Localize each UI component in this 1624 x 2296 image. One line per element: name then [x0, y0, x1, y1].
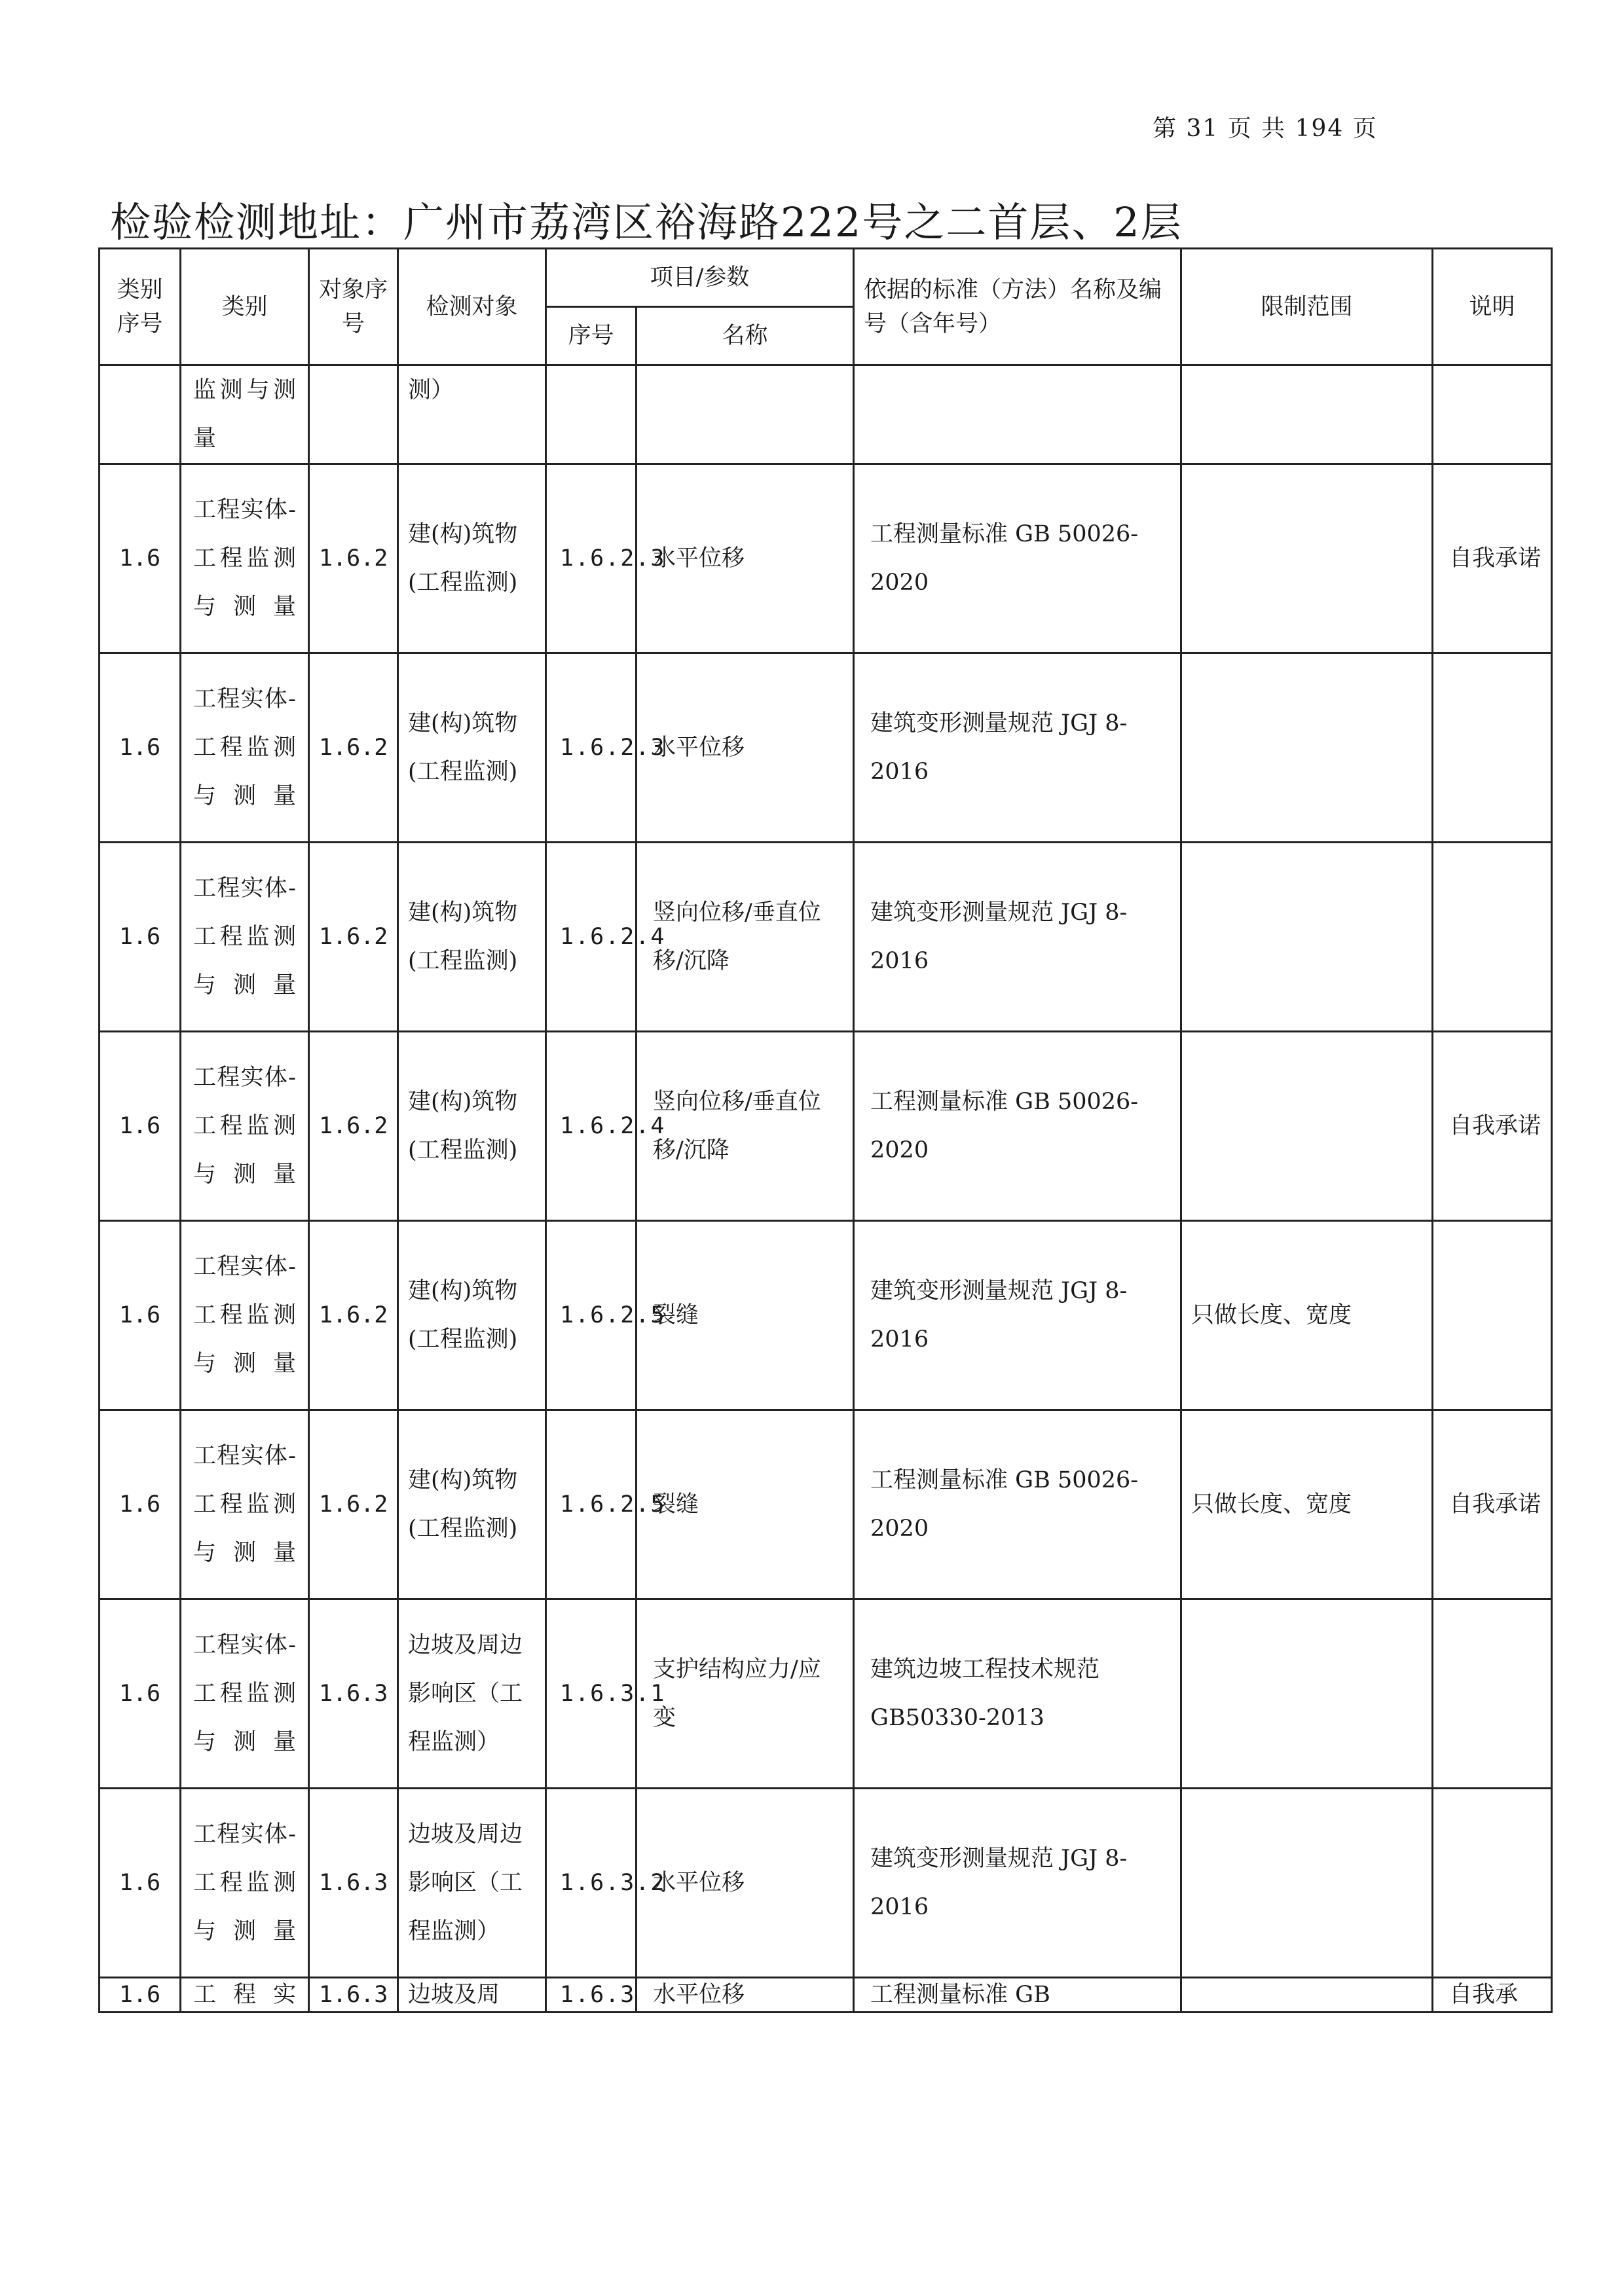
cell-object-seq: 1.6.2 — [309, 1221, 398, 1410]
cell-item-seq: 1.6.2.5 — [546, 1221, 637, 1410]
header-item-name: 名称 — [637, 307, 854, 365]
cell-object-seq: 1.6.2 — [309, 464, 398, 653]
cell-note: 自我承诺 — [1433, 1410, 1552, 1599]
cell-note — [1433, 1221, 1552, 1410]
cell-item-name: 水平位移 — [637, 1789, 854, 1978]
cell-item-name: 竖向位移/垂直位移/沉降 — [637, 843, 854, 1032]
cell-item-seq: 1.6.3.2 — [546, 1789, 637, 1978]
header-limit: 限制范围 — [1181, 249, 1433, 365]
testing-address-heading: 检验检测地址：广州市荔湾区裕海路222号之二首层、2层 — [110, 198, 1183, 246]
cell-item-seq: 1.6.2.3 — [546, 653, 637, 843]
cell-limit — [1181, 843, 1433, 1032]
cell-object: 建(构)筑物(工程监测) — [398, 653, 546, 843]
cell-object-seq: 1.6.2 — [309, 653, 398, 843]
header-category-seq: 类别序号 — [100, 249, 181, 365]
continued-row — [100, 365, 1552, 464]
cell-note — [1433, 1599, 1552, 1789]
cell-standard: 建筑边坡工程技术规范 GB50330-2013 — [854, 1599, 1181, 1789]
cell-note: 自我承 — [1433, 1978, 1552, 2013]
cell-note — [1433, 1789, 1552, 1978]
cell-object: 测） — [398, 365, 546, 464]
header-standard: 依据的标准（方法）名称及编号（含年号） — [854, 249, 1181, 365]
cell-object: 建(构)筑物(工程监测) — [398, 1410, 546, 1599]
header-item-seq: 序号 — [546, 307, 637, 365]
cell-limit — [1181, 1599, 1433, 1789]
cell-standard: 工程测量标准 GB 50026-2020 — [854, 1032, 1181, 1221]
table-row — [100, 464, 1552, 653]
cell-object: 建(构)筑物(工程监测) — [398, 843, 546, 1032]
cell-object-seq: 1.6.3 — [309, 1599, 398, 1789]
cell-object: 边坡及周 — [398, 1978, 546, 2013]
cell-category: 工程实体-工程监测与测量 — [181, 843, 309, 1032]
cell-item-name: 水平位移 — [637, 653, 854, 843]
table-row-partial — [100, 1978, 1552, 2013]
cell-item-seq: 1.6.2.5 — [546, 1410, 637, 1599]
cell-item-seq: 1.6.2.3 — [546, 464, 637, 653]
table-row — [100, 843, 1552, 1032]
cell-item-seq: 1.6.3.1 — [546, 1599, 637, 1789]
page-number: 第 31 页 共 194 页 — [1153, 115, 1378, 142]
cell-category: 工程实体-工程监测与测量 — [181, 464, 309, 653]
cell-note: 自我承诺 — [1433, 464, 1552, 653]
table-body — [100, 365, 1552, 2013]
cell-standard: 建筑变形测量规范 JGJ 8-2016 — [854, 1789, 1181, 1978]
cell-object-seq: 1.6.3 — [309, 1978, 398, 2013]
cell-category: 监测与测量 — [181, 365, 309, 464]
cell-object-seq — [309, 365, 398, 464]
cell-item-name: 水平位移 — [637, 1978, 854, 2013]
cell-item-name: 裂缝 — [637, 1221, 854, 1410]
cell-limit — [1181, 464, 1433, 653]
cell-standard: 工程测量标准 GB — [854, 1978, 1181, 2013]
header-row-1 — [100, 249, 1552, 307]
cell-object: 边坡及周边影响区（工程监测） — [398, 1599, 546, 1789]
cell-limit: 只做长度、宽度 — [1181, 1221, 1433, 1410]
cell-category-seq: 1.6 — [100, 464, 181, 653]
cell-note — [1433, 653, 1552, 843]
cell-category-seq: 1.6 — [100, 1410, 181, 1599]
cell-item-name: 竖向位移/垂直位移/沉降 — [637, 1032, 854, 1221]
cell-note — [1433, 365, 1552, 464]
table-row — [100, 1599, 1552, 1789]
cell-item-seq — [546, 365, 637, 464]
cell-category: 工程实体-工程监测与测量 — [181, 1599, 309, 1789]
cell-limit — [1181, 365, 1433, 464]
cell-object: 建(构)筑物(工程监测) — [398, 1032, 546, 1221]
cell-item-name: 裂缝 — [637, 1410, 854, 1599]
cell-limit: 只做长度、宽度 — [1181, 1410, 1433, 1599]
cell-category-seq: 1.6 — [100, 1221, 181, 1410]
table-row — [100, 1221, 1552, 1410]
cell-standard: 工程测量标准 GB 50026-2020 — [854, 1410, 1181, 1599]
cell-item-seq: 1.6.3 — [546, 1978, 637, 2013]
cell-category-seq: 1.6 — [100, 1978, 181, 2013]
cell-limit — [1181, 653, 1433, 843]
cell-object: 建(构)筑物(工程监测) — [398, 464, 546, 653]
capability-table — [98, 247, 1553, 2013]
cell-object-seq: 1.6.2 — [309, 1410, 398, 1599]
cell-limit — [1181, 1978, 1433, 2013]
cell-standard: 建筑变形测量规范 JGJ 8-2016 — [854, 843, 1181, 1032]
cell-object-seq: 1.6.2 — [309, 1032, 398, 1221]
cell-item-name: 支护结构应力/应变 — [637, 1599, 854, 1789]
cell-object-seq: 1.6.3 — [309, 1789, 398, 1978]
cell-limit — [1181, 1032, 1433, 1221]
cell-object: 建(构)筑物(工程监测) — [398, 1221, 546, 1410]
header-object: 检测对象 — [398, 249, 546, 365]
cell-item-seq: 1.6.2.4 — [546, 1032, 637, 1221]
table-row — [100, 1410, 1552, 1599]
cell-limit — [1181, 1789, 1433, 1978]
cell-category-seq — [100, 365, 181, 464]
cell-object: 边坡及周边影响区（工程监测） — [398, 1789, 546, 1978]
cell-category-seq: 1.6 — [100, 1032, 181, 1221]
cell-standard — [854, 365, 1181, 464]
cell-category-seq: 1.6 — [100, 1789, 181, 1978]
cell-note: 自我承诺 — [1433, 1032, 1552, 1221]
cell-note — [1433, 843, 1552, 1032]
header-category: 类别 — [181, 249, 309, 365]
cell-item-seq: 1.6.2.4 — [546, 843, 637, 1032]
cell-category: 工程实体-工程监测与测量 — [181, 653, 309, 843]
cell-category-seq: 1.6 — [100, 653, 181, 843]
cell-item-name — [637, 365, 854, 464]
cell-category-seq: 1.6 — [100, 843, 181, 1032]
cell-standard: 工程测量标准 GB 50026-2020 — [854, 464, 1181, 653]
cell-item-name: 水平位移 — [637, 464, 854, 653]
table-row — [100, 1789, 1552, 1978]
cell-object-seq: 1.6.2 — [309, 843, 398, 1032]
cell-category: 工程实体-工程监测与测量 — [181, 1221, 309, 1410]
header-item-group: 项目/参数 — [546, 249, 854, 307]
cell-category: 工程实 — [181, 1978, 309, 2013]
cell-category: 工程实体-工程监测与测量 — [181, 1789, 309, 1978]
cell-category-seq: 1.6 — [100, 1599, 181, 1789]
cell-category: 工程实体-工程监测与测量 — [181, 1410, 309, 1599]
table-row — [100, 653, 1552, 843]
table-row — [100, 1032, 1552, 1221]
cell-standard: 建筑变形测量规范 JGJ 8-2016 — [854, 1221, 1181, 1410]
header-note: 说明 — [1433, 249, 1552, 365]
cell-category: 工程实体-工程监测与测量 — [181, 1032, 309, 1221]
header-object-seq: 对象序号 — [309, 249, 398, 365]
cell-standard: 建筑变形测量规范 JGJ 8-2016 — [854, 653, 1181, 843]
